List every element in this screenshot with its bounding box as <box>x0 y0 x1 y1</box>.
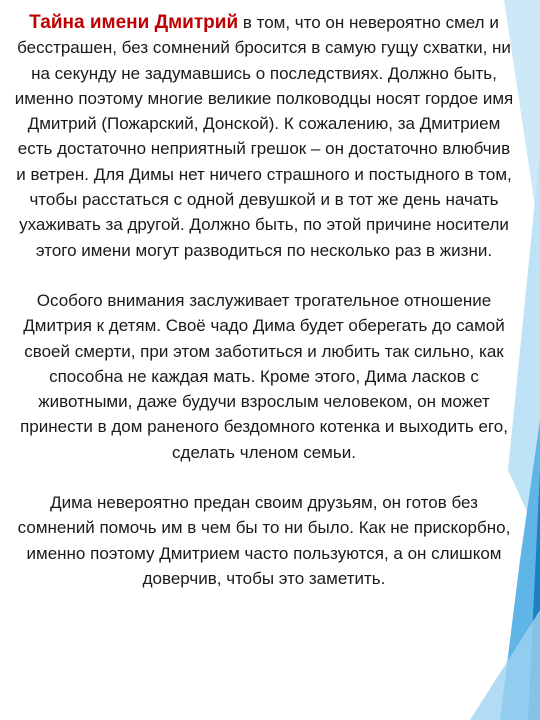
paragraph-1-text: в том, что он невероятно смел и бесстрашен, без сомнений бросится в самую гущу схватки, ни на секунду не задумавшись о последствиях. Должно быть, именно поэтому многие великие полководцы носят гордое имя Дмитрий (Пожарский, Донской). К сожалению, за Дмитрием есть достаточно неприятный грешок – он достаточно влюбчив и ветрен. Для Димы нет ничего страшного и постыдного в том, чтобы расстаться с одной девушкой и в тот же день начать ухаживать за другой. Должно быть, по этой причине носители этого имени могут разводиться по несколько раз в жизни. <box>14 13 514 260</box>
paragraph-3: Дима невероятно предан своим друзьям, он готов без сомнений помочь им в чем бы то ни было. Как не прискорбно, именно поэтому Дмитрием часто пользуются, а он слишком доверчив, чтобы это заметить. <box>17 493 511 588</box>
facet-bottom-light <box>470 610 540 720</box>
name-heading: Тайна имени Дмитрий <box>29 12 239 33</box>
body-text <box>14 10 514 616</box>
paragraph-2: Особого внимания заслуживает трогательное отношение Дмитрия к детям. Своё чадо Дима будет оберегать до самой своей смерти, при этом заботиться и любить так сильно, как способна не каждая мать. Кроме этого, Дима ласков с животными, даже будучи взрослым человеком, он может принести в дом раненого бездомного котенка и выходить его, сделать членом семьи. <box>20 290 508 462</box>
paragraph-1 <box>14 10 514 263</box>
